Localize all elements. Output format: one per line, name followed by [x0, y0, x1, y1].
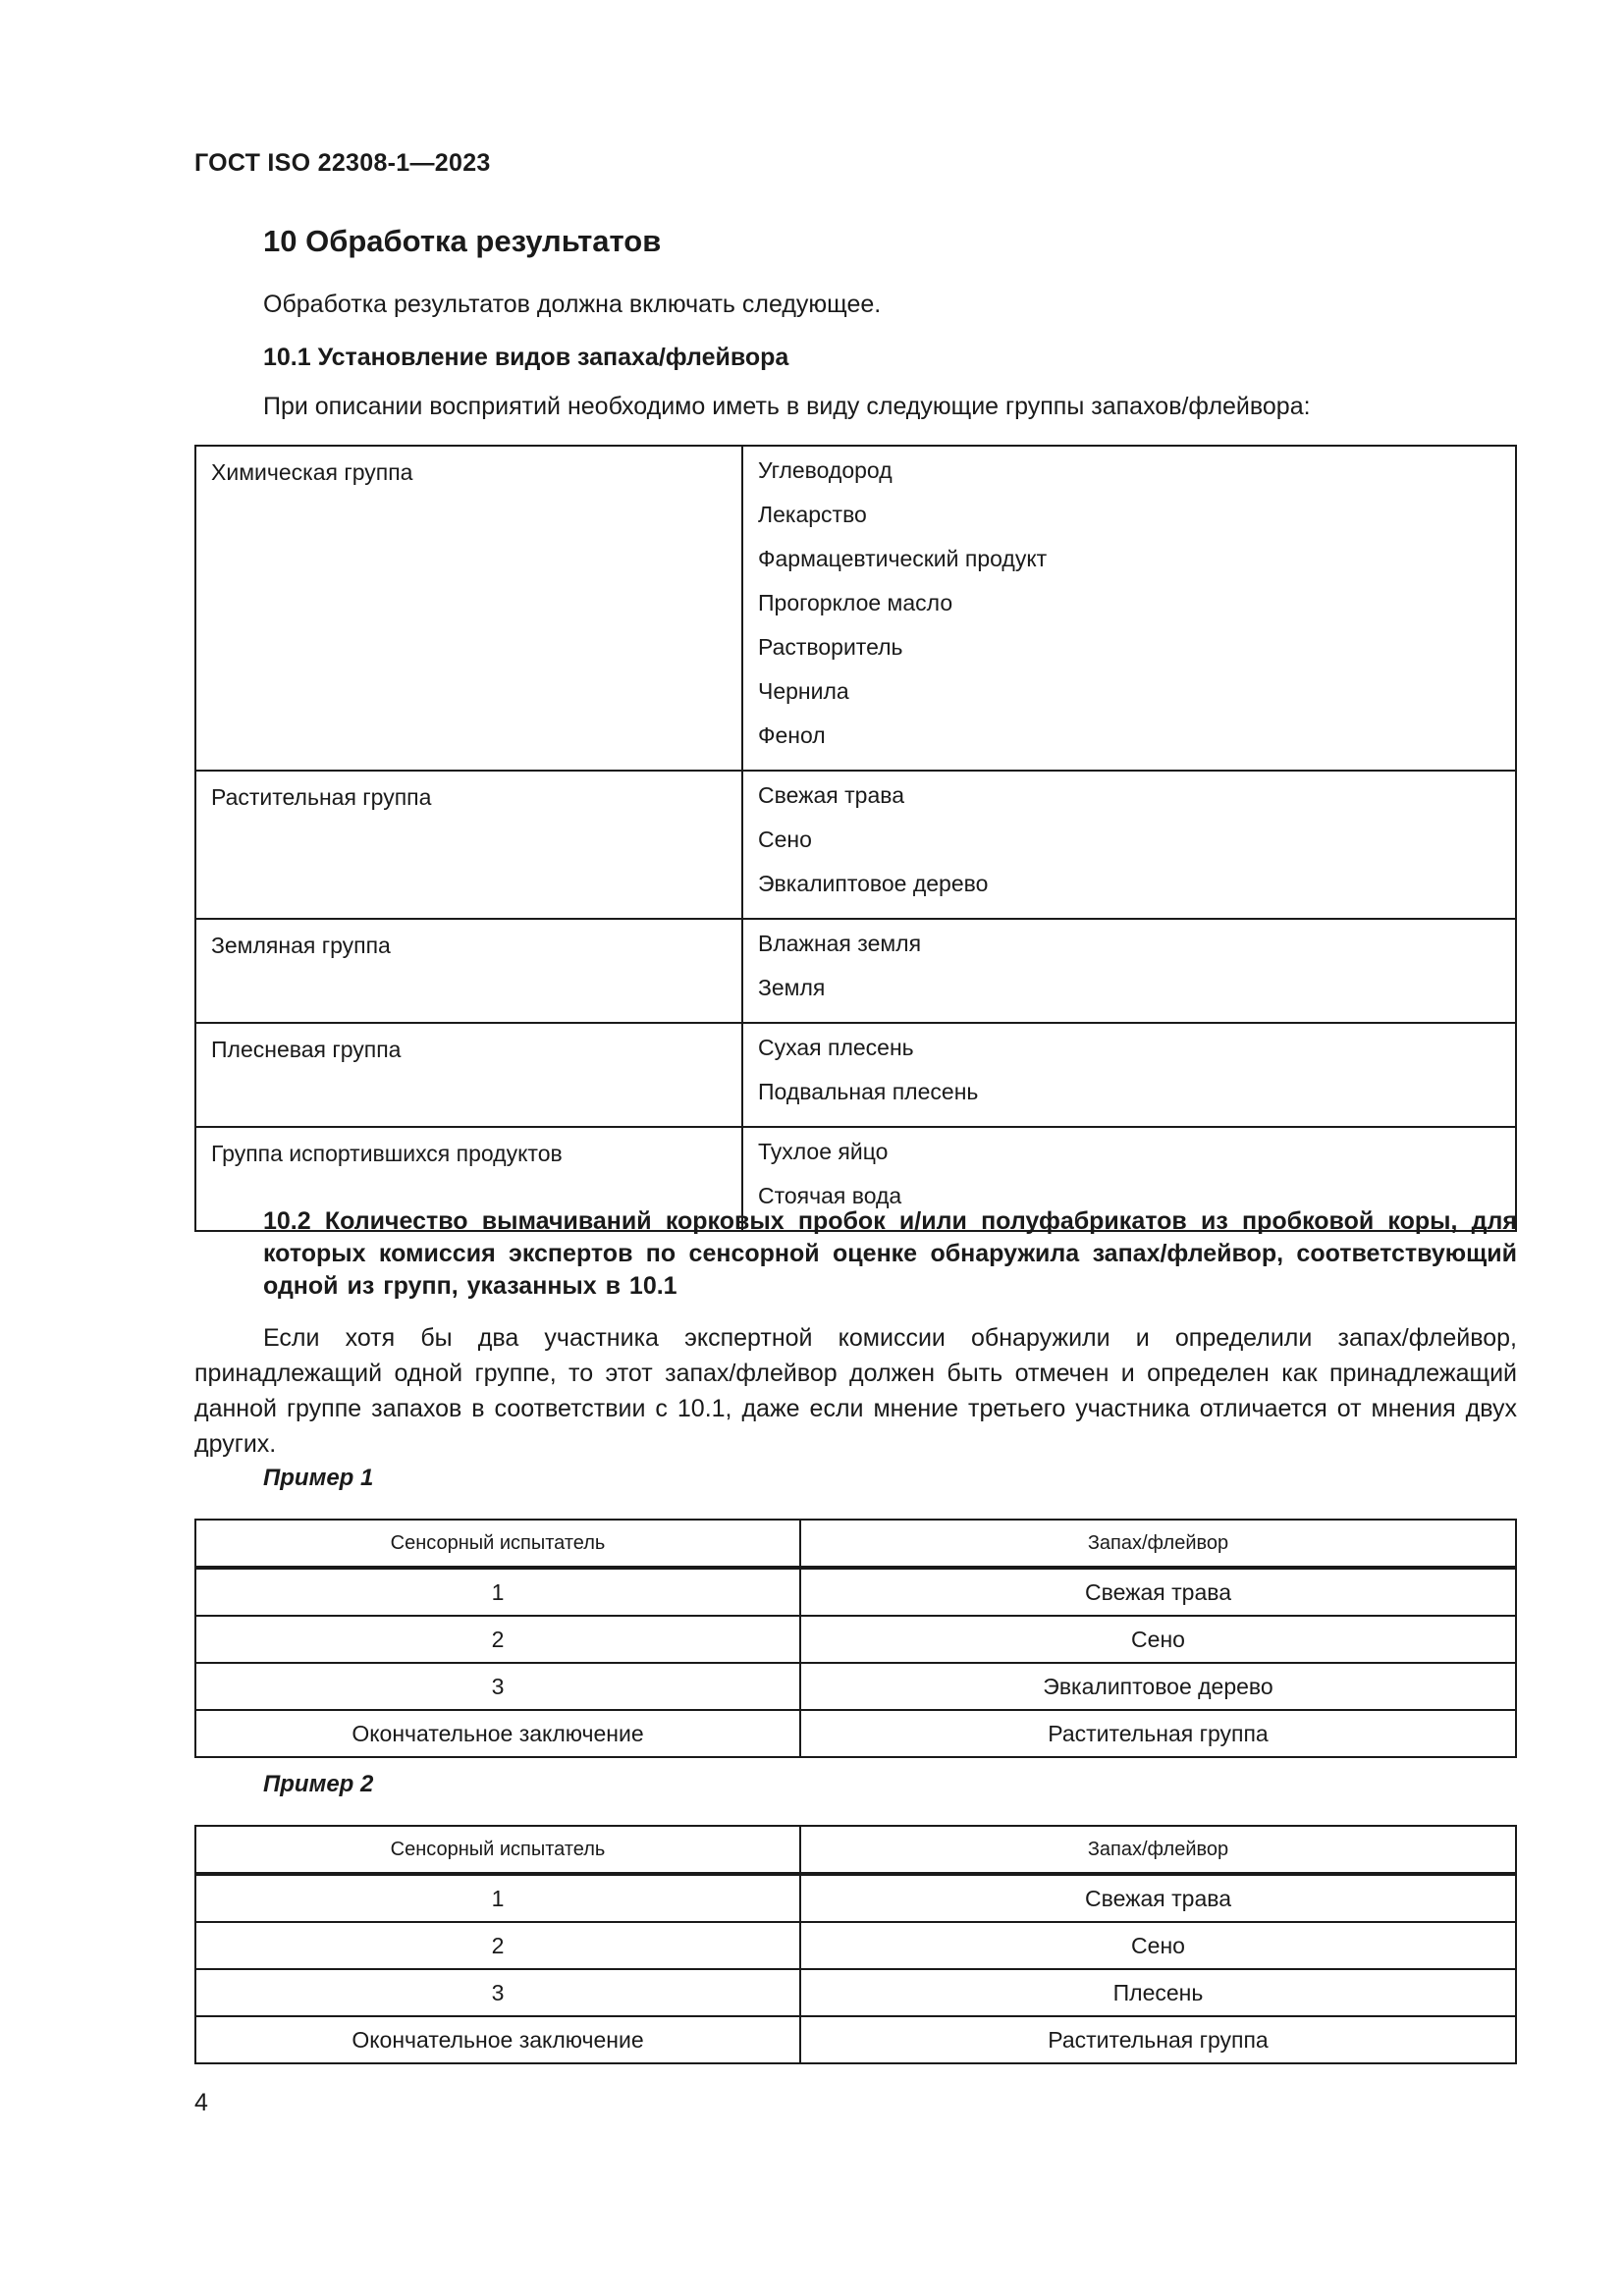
subsection-2-title: 10.2 Количество вымачиваний корковых пробок и/или полуфабрикатов из пробковой коры, для которых комиссия экспертов по сенсорной оценке обнаружила запах/флейвор, соответствующий одной из групп, указанных в 10.1: [263, 1207, 1517, 1300]
section-intro: Обработка результатов должна включать следующее.: [263, 291, 882, 318]
table-row: [195, 1023, 1516, 1127]
section-title: 10 Обработка результатов: [263, 224, 662, 258]
odor-cell: Плесень: [800, 1969, 1516, 2016]
tester-cell: 2: [195, 1616, 800, 1663]
header-tester: Сенсорный испытатель: [195, 1826, 800, 1874]
tester-cell: 1: [195, 1874, 800, 1922]
odor-item: Земля: [758, 975, 826, 1000]
group-name-cell: Плесневая группа: [195, 1023, 742, 1127]
group-name-cell: Группа испортившихся продуктов: [195, 1127, 742, 1231]
example-2-label: Пример 2: [263, 1771, 374, 1797]
odor-item: Эвкалиптовое дерево: [758, 871, 989, 896]
odor-groups-table: [194, 445, 1517, 1232]
odor-item: Растворитель: [758, 634, 903, 660]
odor-item: Чернила: [758, 678, 849, 704]
odor-cell: Свежая трава: [800, 1874, 1516, 1922]
group-items-cell: [742, 771, 1516, 919]
group-name-cell: Земляная группа: [195, 919, 742, 1023]
odor-item: Сено: [758, 827, 812, 852]
header-odor: Запах/флейвор: [800, 1520, 1516, 1568]
header-tester: Сенсорный испытатель: [195, 1520, 800, 1568]
odor-cell: Растительная группа: [800, 2016, 1516, 2063]
odor-item: Углеводород: [758, 457, 893, 483]
document-header: ГОСТ ISO 22308-1—2023: [194, 149, 491, 177]
odor-cell: Сено: [800, 1922, 1516, 1969]
example-1-label: Пример 1: [263, 1465, 374, 1491]
odor-cell: Эвкалиптовое дерево: [800, 1663, 1516, 1710]
odor-item: Тухлое яйцо: [758, 1139, 889, 1164]
odor-item: Стоячая вода: [758, 1183, 902, 1208]
odor-item: Подвальная плесень: [758, 1079, 979, 1104]
odor-cell: Свежая трава: [800, 1568, 1516, 1616]
table-row: [195, 1922, 1516, 1969]
tester-cell: 3: [195, 1969, 800, 2016]
table-row: [195, 919, 1516, 1023]
subsection-2-text: Если хотя бы два участника экспертной комиссии обнаружили и определили запах/флейвор, принадлежащий одной группе, то этот запах/флейвор должен быть отмечен и определен как принадлежащий данной группе запахов в соответствии с 10.1, даже если мнение третьего участника отличается от мнения двух других.: [194, 1324, 1517, 1458]
table-row: [195, 446, 1516, 771]
table-row: [195, 1663, 1516, 1710]
odor-item: Фармацевтический продукт: [758, 546, 1048, 571]
subsection-1-title: 10.1 Установление видов запаха/флейвора: [263, 344, 789, 371]
group-name-cell: Растительная группа: [195, 771, 742, 919]
page-number: 4: [194, 2089, 208, 2116]
odor-item: Влажная земля: [758, 931, 922, 956]
odor-item: Лекарство: [758, 502, 867, 527]
odor-item: Фенол: [758, 722, 826, 748]
odor-cell: Сено: [800, 1616, 1516, 1663]
odor-cell: Растительная группа: [800, 1710, 1516, 1757]
table-header-row: [195, 1520, 1516, 1568]
table-row: [195, 2016, 1516, 2063]
table-header-row: [195, 1826, 1516, 1874]
table-row: [195, 1616, 1516, 1663]
example-2-table: [194, 1825, 1517, 2064]
tester-cell: 2: [195, 1922, 800, 1969]
tester-cell: Окончательное заключение: [195, 1710, 800, 1757]
tester-cell: 3: [195, 1663, 800, 1710]
example-1-table: [194, 1519, 1517, 1758]
table-row: [195, 1710, 1516, 1757]
table-row: [195, 1969, 1516, 2016]
odor-item: Свежая трава: [758, 782, 904, 808]
tester-cell: Окончательное заключение: [195, 2016, 800, 2063]
table-row: [195, 1568, 1516, 1616]
odor-item: Сухая плесень: [758, 1035, 914, 1060]
header-odor: Запах/флейвор: [800, 1826, 1516, 1874]
group-items-cell: [742, 1023, 1516, 1127]
tester-cell: 1: [195, 1568, 800, 1616]
table-row: [195, 1874, 1516, 1922]
table-row: [195, 771, 1516, 919]
group-name-cell: Химическая группа: [195, 446, 742, 771]
subsection-1-text: При описании восприятий необходимо иметь в виду следующие группы запахов/флейвора:: [263, 393, 1311, 420]
group-items-cell: [742, 446, 1516, 771]
group-items-cell: [742, 919, 1516, 1023]
odor-item: Прогорклое масло: [758, 590, 953, 615]
